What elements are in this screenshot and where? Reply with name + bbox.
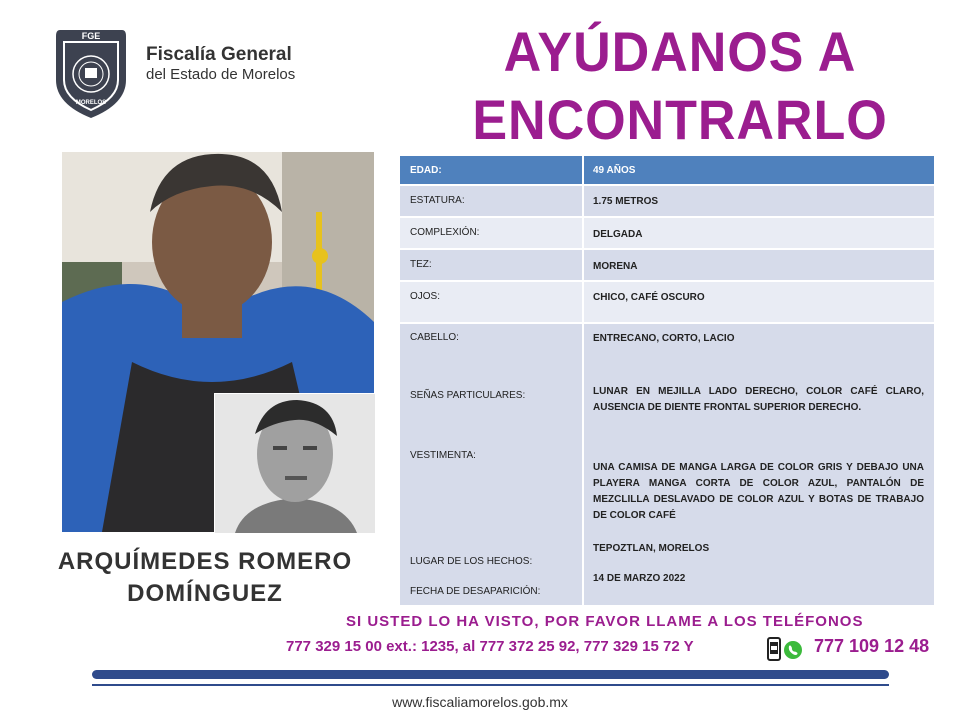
- table-row-complexion: [400, 218, 934, 248]
- estatura-value: 1.75 METROS: [593, 196, 659, 207]
- table-row-estatura: [400, 186, 934, 216]
- contact-phones: 777 329 15 00 ext.: 1235, al 777 372 25 92, 777 329 15 72 Y: [286, 638, 694, 655]
- cabello-value: ENTRECANO, CORTO, LACIO: [593, 333, 735, 344]
- headline-line2: ENCONTRARLO: [472, 88, 888, 151]
- estatura-label: ESTATURA:: [410, 195, 465, 206]
- footer-line: [92, 684, 889, 686]
- fge-shield-logo: [54, 26, 128, 120]
- tez-value: MORENA: [593, 261, 638, 272]
- fecha-label: FECHA DE DESAPARICIÓN:: [410, 586, 541, 597]
- ojos-label: OJOS:: [410, 291, 441, 302]
- inset-portrait-photo: [214, 393, 376, 534]
- logo-bottom-text: MORELOS: [75, 100, 107, 106]
- cabello-label: CABELLO:: [410, 332, 459, 343]
- person-name-line1: ARQUÍMEDES ROMERO: [57, 548, 353, 575]
- website-link[interactable]: www.fiscaliamorelos.gob.mx: [392, 694, 568, 710]
- table-row-edad: [400, 156, 934, 184]
- person-name-line2: DOMÍNGUEZ: [127, 580, 283, 607]
- logo-top-text: FGE: [81, 31, 101, 41]
- whatsapp-icon: [783, 640, 803, 660]
- edad-label: EDAD:: [410, 165, 442, 176]
- mobile-phone-icon: [765, 637, 783, 661]
- fecha-value: 14 DE MARZO 2022: [593, 573, 686, 584]
- org-name: Fiscalía General: [146, 44, 292, 65]
- lugar-label: LUGAR DE LOS HECHOS:: [410, 556, 533, 567]
- ojos-value: CHICO, CAFÉ OSCURO: [593, 292, 705, 303]
- table-row-details: [400, 324, 934, 605]
- description-table: [400, 156, 934, 605]
- contact-heading: SI USTED LO HA VISTO, POR FAVOR LLAME A LOS TELÉFONOS: [346, 613, 864, 630]
- complexion-label: COMPLEXIÓN:: [410, 227, 480, 238]
- vestimenta-label: VESTIMENTA:: [410, 450, 476, 461]
- complexion-value: DELGADA: [593, 229, 643, 240]
- org-subtitle: del Estado de Morelos: [146, 66, 296, 83]
- whatsapp-number: 777 109 12 48: [814, 636, 930, 656]
- tez-label: TEZ:: [410, 259, 432, 270]
- headline-line1: AYÚDANOS A: [503, 20, 857, 83]
- lugar-value: TEPOZTLAN, MORELOS: [593, 543, 710, 554]
- table-divider: [582, 156, 584, 605]
- senas-label: SEÑAS PARTICULARES:: [410, 390, 526, 401]
- footer-bar: [92, 670, 889, 679]
- vestimenta-value: UNA CAMISA DE MANGA LARGA DE COLOR GRIS Y DEBAJO UNA PLAYERA MANGA CORTA DE COLOR AZUL, PANTALÓN DE MEZCLILLA DESLAVADO DE COLOR AZUL Y BOTAS DE TRABAJO DE COLOR CAFÉ: [593, 462, 924, 521]
- table-row-tez: [400, 250, 934, 280]
- edad-value: 49 AÑOS: [593, 165, 636, 176]
- table-row-ojos: [400, 282, 934, 322]
- senas-value: LUNAR EN MEJILLA LADO DERECHO, COLOR CAFÉ CLARO, AUSENCIA DE DIENTE FRONTAL SUPERIOR DERECHO.: [593, 386, 924, 413]
